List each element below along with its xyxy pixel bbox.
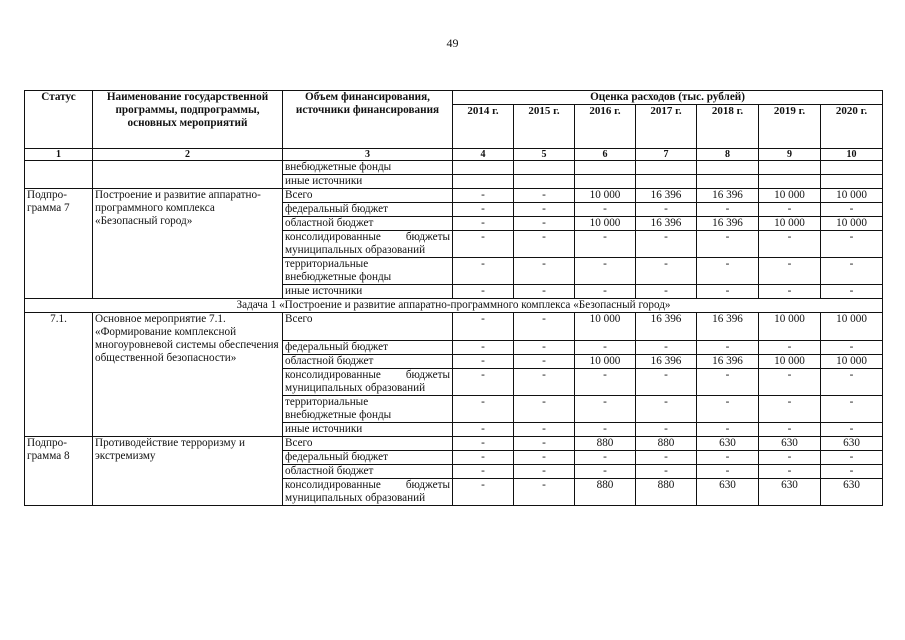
value-cell (636, 175, 697, 189)
column-number: 7 (636, 149, 697, 161)
value-cell: 10 000 (575, 355, 636, 369)
value-cell: - (759, 258, 821, 285)
value-cell: 16 396 (636, 217, 697, 231)
header-year: 2019 г. (759, 105, 821, 149)
value-cell: 10 000 (821, 217, 883, 231)
value-cell: 16 396 (697, 217, 759, 231)
status-cell: Подпро-грамма 7 (25, 189, 93, 299)
value-cell: - (821, 341, 883, 355)
source-cell (283, 396, 453, 423)
value-cell: - (697, 285, 759, 299)
value-cell: - (514, 341, 575, 355)
value-cell: 10 000 (575, 313, 636, 341)
table-row (25, 161, 883, 175)
value-cell (759, 175, 821, 189)
value-cell: 630 (697, 479, 759, 506)
value-cell: - (514, 479, 575, 506)
value-cell: 10 000 (759, 313, 821, 341)
value-cell: - (636, 231, 697, 258)
value-cell: - (575, 451, 636, 465)
value-cell: - (575, 258, 636, 285)
value-cell: - (759, 231, 821, 258)
value-cell (636, 161, 697, 175)
header-name: Наименование государственной программы, подпрограммы, основных мероприятий (93, 91, 283, 149)
source-cell: федеральный бюджет (283, 341, 453, 355)
task-title: Задача 1 «Построение и развитие аппаратно-программного комплекса «Безопасный город» (25, 299, 883, 313)
value-cell: - (514, 285, 575, 299)
value-cell: - (453, 451, 514, 465)
value-cell (575, 161, 636, 175)
value-cell (514, 161, 575, 175)
value-cell: - (697, 396, 759, 423)
value-cell: - (575, 465, 636, 479)
value-cell: - (453, 217, 514, 231)
value-cell: - (514, 437, 575, 451)
value-cell: - (821, 203, 883, 217)
value-cell: - (821, 423, 883, 437)
source-cell: Всего (283, 437, 453, 451)
value-cell: - (697, 341, 759, 355)
source-line: внебюджетные фонды (285, 409, 392, 421)
value-cell: - (453, 231, 514, 258)
header-year: 2014 г. (453, 105, 514, 149)
value-cell: - (821, 258, 883, 285)
value-cell: - (514, 355, 575, 369)
source-line: муниципальных образований (285, 492, 426, 504)
status-cell (25, 161, 93, 189)
source-cell: федеральный бюджет (283, 203, 453, 217)
task-row (25, 299, 883, 313)
header-year: 2016 г. (575, 105, 636, 149)
source-line: муниципальных образований (285, 244, 426, 256)
value-cell: 16 396 (697, 189, 759, 203)
value-cell: 16 396 (697, 355, 759, 369)
page-number: 49 (446, 36, 459, 50)
value-cell (453, 161, 514, 175)
source-cell: внебюджетные фонды (283, 161, 453, 175)
value-cell: - (575, 396, 636, 423)
value-cell: - (453, 203, 514, 217)
value-cell: - (821, 231, 883, 258)
source-cell (283, 231, 453, 258)
source-cell: областной бюджет (283, 217, 453, 231)
value-cell: - (759, 451, 821, 465)
value-cell: - (453, 479, 514, 506)
value-cell: - (636, 396, 697, 423)
value-cell: - (636, 451, 697, 465)
source-line: консолидированные бюджеты (285, 479, 450, 491)
name-cell (93, 161, 283, 189)
value-cell: - (697, 423, 759, 437)
value-cell: 10 000 (759, 217, 821, 231)
name-cell: Основное мероприятие 7.1. «Формирование комплексной многоуровневой системы обеспечения общественной безопасности» (93, 313, 283, 437)
value-cell: - (697, 369, 759, 396)
status-cell: 7.1. (25, 313, 93, 437)
source-line: муниципальных образований (285, 382, 426, 394)
value-cell: - (636, 258, 697, 285)
value-cell: 16 396 (636, 355, 697, 369)
value-cell: 880 (636, 479, 697, 506)
value-cell: - (453, 285, 514, 299)
header-year: 2020 г. (821, 105, 883, 149)
value-cell: 630 (821, 479, 883, 506)
value-cell: 630 (759, 479, 821, 506)
value-cell: - (821, 465, 883, 479)
source-line: территориальные (285, 396, 369, 408)
value-cell: - (575, 423, 636, 437)
value-cell: 10 000 (759, 355, 821, 369)
value-cell: - (636, 203, 697, 217)
value-cell: 10 000 (575, 189, 636, 203)
value-cell: - (636, 423, 697, 437)
value-cell: - (453, 396, 514, 423)
value-cell: - (514, 423, 575, 437)
value-cell (821, 161, 883, 175)
name-cell: Противодействие терроризму и экстремизму (93, 437, 283, 506)
column-number: 5 (514, 149, 575, 161)
source-line: консолидированные бюджеты (285, 231, 450, 243)
source-line: территориальные (285, 258, 369, 270)
header-volume: Объем финансирования, источники финансирования (283, 91, 453, 149)
column-number: 1 (25, 149, 93, 161)
column-number: 2 (93, 149, 283, 161)
value-cell: - (575, 369, 636, 396)
value-cell: 10 000 (575, 217, 636, 231)
value-cell: - (453, 313, 514, 341)
value-cell: - (636, 369, 697, 396)
value-cell: 880 (636, 437, 697, 451)
value-cell: - (821, 396, 883, 423)
value-cell: - (453, 258, 514, 285)
source-cell (283, 479, 453, 506)
value-cell (575, 175, 636, 189)
source-cell: иные источники (283, 175, 453, 189)
source-cell: иные источники (283, 423, 453, 437)
value-cell (697, 161, 759, 175)
source-cell: Всего (283, 313, 453, 341)
source-cell: областной бюджет (283, 465, 453, 479)
value-cell: - (453, 189, 514, 203)
value-cell: - (821, 369, 883, 396)
value-cell: - (697, 465, 759, 479)
value-cell: - (514, 465, 575, 479)
value-cell: 10 000 (821, 313, 883, 341)
column-number: 8 (697, 149, 759, 161)
value-cell: - (697, 203, 759, 217)
table-row (25, 189, 883, 203)
value-cell: - (514, 231, 575, 258)
value-cell: 16 396 (697, 313, 759, 341)
value-cell: - (575, 285, 636, 299)
value-cell: 10 000 (821, 355, 883, 369)
name-cell: Построение и развитие аппаратно-программного комплекса «Безопасный город» (93, 189, 283, 299)
value-cell: - (514, 451, 575, 465)
column-number: 3 (283, 149, 453, 161)
source-cell: Всего (283, 189, 453, 203)
column-number: 10 (821, 149, 883, 161)
value-cell: - (697, 231, 759, 258)
value-cell: - (759, 285, 821, 299)
value-cell: - (759, 423, 821, 437)
value-cell: - (821, 451, 883, 465)
value-cell: - (759, 341, 821, 355)
value-cell: 16 396 (636, 313, 697, 341)
value-cell: 630 (697, 437, 759, 451)
column-number: 4 (453, 149, 514, 161)
value-cell: - (453, 465, 514, 479)
status-cell: Подпро-грамма 8 (25, 437, 93, 506)
value-cell: 630 (759, 437, 821, 451)
budget-table (24, 90, 883, 506)
value-cell: - (514, 203, 575, 217)
value-cell: 880 (575, 479, 636, 506)
value-cell: 10 000 (759, 189, 821, 203)
value-cell: - (453, 341, 514, 355)
value-cell: - (575, 341, 636, 355)
value-cell (514, 175, 575, 189)
value-cell: 16 396 (636, 189, 697, 203)
header-year: 2015 г. (514, 105, 575, 149)
value-cell (759, 161, 821, 175)
value-cell: - (453, 423, 514, 437)
source-line: консолидированные бюджеты (285, 369, 450, 381)
value-cell: - (697, 451, 759, 465)
header-status: Статус (25, 91, 93, 149)
source-cell (283, 369, 453, 396)
value-cell: 10 000 (821, 189, 883, 203)
value-cell: - (636, 341, 697, 355)
source-cell: областной бюджет (283, 355, 453, 369)
value-cell: - (453, 355, 514, 369)
header-year: 2017 г. (636, 105, 697, 149)
value-cell: - (514, 189, 575, 203)
value-cell: - (575, 203, 636, 217)
value-cell: - (636, 285, 697, 299)
value-cell: - (697, 258, 759, 285)
table-row (25, 313, 883, 341)
source-cell: иные источники (283, 285, 453, 299)
value-cell: - (514, 396, 575, 423)
value-cell (821, 175, 883, 189)
value-cell: - (759, 203, 821, 217)
value-cell: - (636, 465, 697, 479)
value-cell: - (759, 369, 821, 396)
value-cell: - (453, 369, 514, 396)
value-cell: - (453, 437, 514, 451)
value-cell: - (514, 369, 575, 396)
value-cell: - (821, 285, 883, 299)
header-estimate: Оценка расходов (тыс. рублей) (453, 91, 883, 105)
header-year: 2018 г. (697, 105, 759, 149)
value-cell (453, 175, 514, 189)
column-number: 6 (575, 149, 636, 161)
value-cell: - (759, 465, 821, 479)
source-cell (283, 258, 453, 285)
value-cell: - (575, 231, 636, 258)
source-cell: федеральный бюджет (283, 451, 453, 465)
value-cell: - (514, 313, 575, 341)
value-cell: 880 (575, 437, 636, 451)
value-cell (697, 175, 759, 189)
source-line: внебюджетные фонды (285, 271, 392, 283)
column-number: 9 (759, 149, 821, 161)
table-row (25, 437, 883, 451)
value-cell: - (514, 258, 575, 285)
value-cell: 630 (821, 437, 883, 451)
value-cell: - (759, 396, 821, 423)
value-cell: - (514, 217, 575, 231)
